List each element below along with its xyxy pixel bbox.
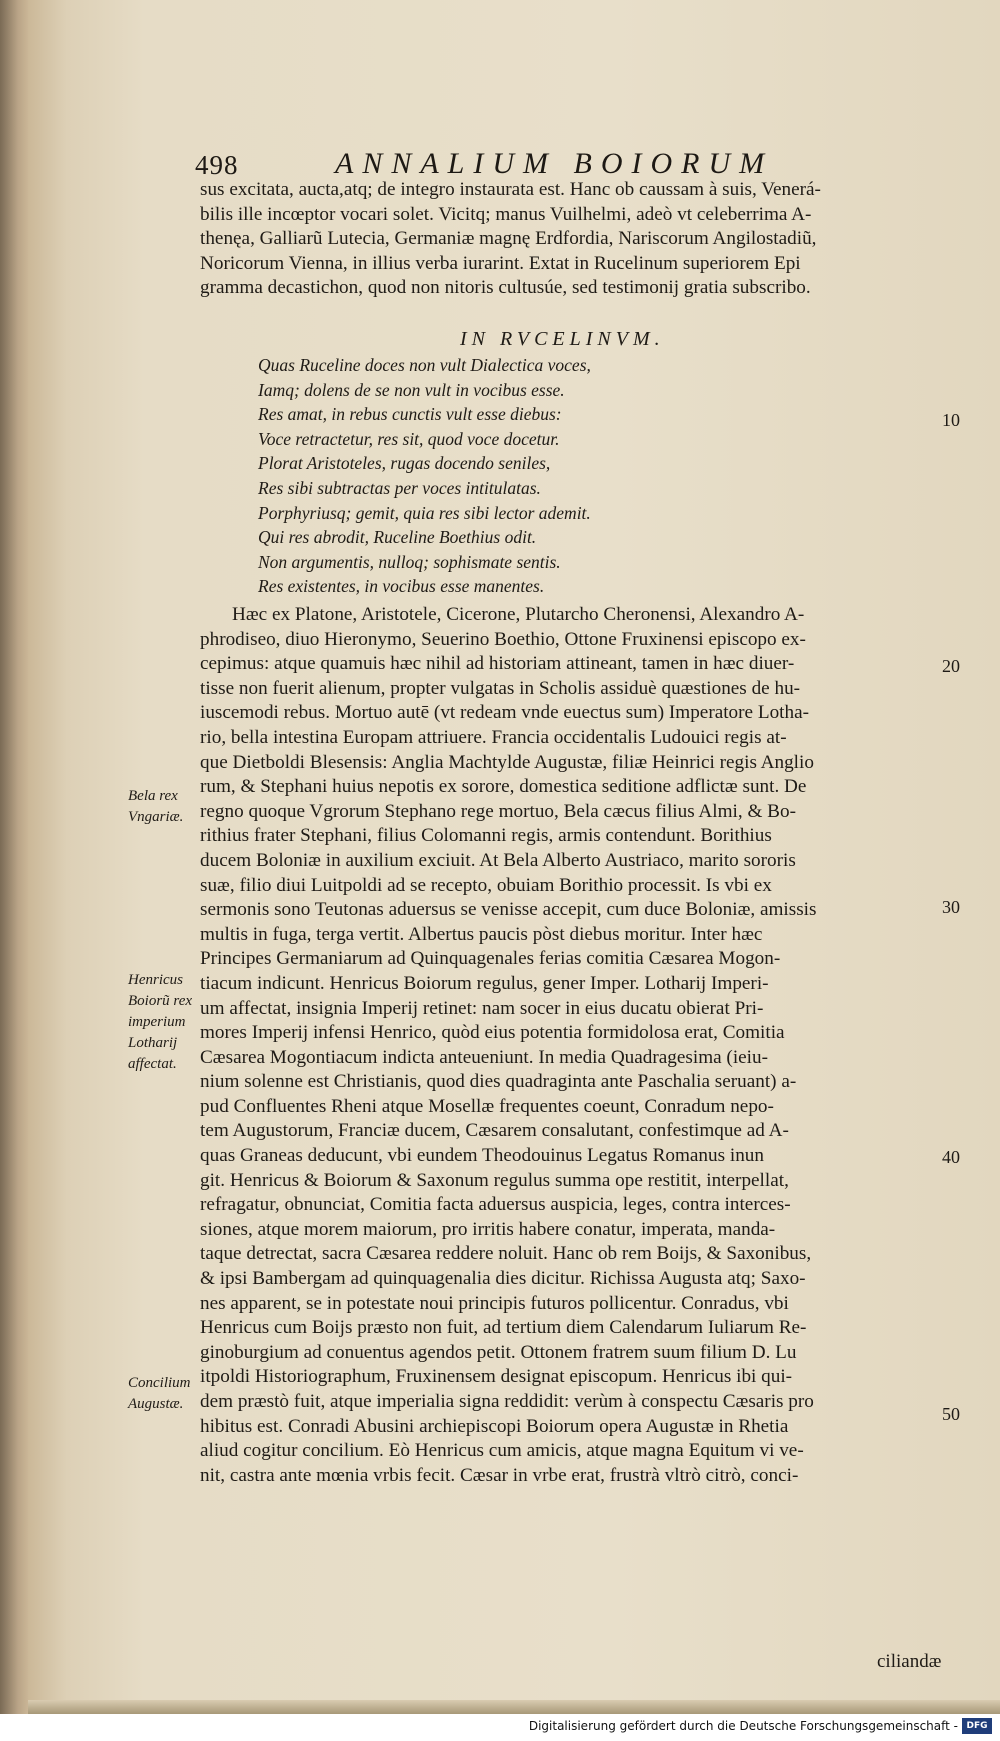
running-title: ANNALIUM BOIORUM	[335, 147, 774, 180]
poem-verse: Quas Ruceline doces non vult Dialectica voces,	[258, 355, 591, 375]
text-line: bilis ille incœptor vocari solet. Vicitq; manus Vuilhelmi, adeò vt celeberrima A-	[200, 203, 812, 225]
poem-verse: Non argumentis, nulloq; sophismate sentis.	[258, 551, 561, 572]
text-line: nes apparent, se in potestate noui principis futuros pollicentur. Conradus, vbi	[200, 1292, 789, 1314]
text-line: pud Confluentes Rheni atque Mosellæ frequentes coeunt, Conradum nepo-	[200, 1095, 774, 1117]
text-line: iuscemodi rebus. Mortuo autē (vt redeam vnde euectus sum) Imperatore Lotha-	[200, 702, 809, 724]
book-edge	[0, 0, 30, 1741]
text-line: que Dietboldi Blesensis: Anglia Machtylde Augustæ, filiæ Heinrici regis Anglio	[200, 751, 814, 773]
text-line: Cæsarea Mogontiacum indicta anteueniunt. In media Quadragesima (ieiu-	[200, 1046, 768, 1068]
text-line: git. Henricus & Boiorum & Saxonum regulus summa ope restitit, interpellat,	[200, 1169, 789, 1191]
text-line: nit, castra ante mœnia vrbis fecit. Cæsar in vrbe erat, frustrà vltrò citrò, conci-	[200, 1464, 799, 1486]
text-line: ducem Boloniæ in auxilium exciuit. At Bela Alberto Austriaco, marito sororis	[200, 849, 796, 871]
poem-verse: Res amat, in rebus cunctis vult esse diebus:	[258, 404, 562, 425]
margin-note-henricus	[128, 970, 192, 1075]
poem-verse: Plorat Aristoteles, rugas docendo seniles,	[258, 453, 551, 474]
text-line: multis in fuga, terga vertit. Albertus paucis pòst diebus moritur. Inter hæc	[200, 923, 763, 945]
margin-note-line: Boiorũ rex	[128, 993, 193, 1009]
margin-note-line: imperium	[128, 1014, 186, 1030]
paragraph-2	[200, 603, 935, 1488]
line-number-marker: 20	[942, 656, 960, 676]
text-line: aliud cogitur concilium. Eò Henricus cum amicis, atque magna Equitum vi ve-	[200, 1440, 804, 1462]
poem	[258, 353, 778, 599]
text-line: hibitus est. Conradi Abusini archiepiscopi Boiorum opera Augustæ in Rhetia	[200, 1415, 789, 1437]
catchword: ciliandæ	[877, 1651, 942, 1672]
text-line: itpoldi Historiographum, Fruxinensem designat episcopum. Henricus ibi qui-	[200, 1366, 793, 1388]
text-line: cepimus: atque quamuis hæc nihil ad historiam attineant, tamen in hæc diuer-	[200, 653, 795, 675]
text-line: um affectat, insignia Imperij retinet: nam socer in eius ducatu obierat Pri-	[200, 997, 764, 1019]
text-line: taque detrectat, sacra Cæsarea reddere noluit. Hanc ob rem Boijs, & Saxonibus,	[200, 1243, 812, 1265]
text-line: mores Imperij infensi Henrico, quòd eius potentia formidolosa erat, Comitia	[200, 1022, 785, 1044]
margin-note-line: Augustæ.	[128, 1396, 184, 1412]
line-number-marker: 30	[942, 897, 960, 917]
footer-credit: Digitalisierung gefördert durch die Deutsche Forschungsgemeinschaft -	[528, 1719, 958, 1733]
margin-note-line: Bela rex	[128, 788, 178, 804]
poem-verse: Res existentes, in vocibus esse manentes.	[258, 576, 545, 597]
margin-note-line: affectat.	[128, 1056, 177, 1072]
poem-title: IN RVCELINVM.	[460, 328, 665, 350]
text-line: Henricus cum Boijs præsto non fuit, ad tertium diem Calendarum Iuliarum Re-	[200, 1317, 807, 1339]
text-line: Principes Germaniarum ad Quinquagenales ferias comitia Cæsarea Mogon-	[200, 948, 781, 970]
text-line: nium solenne est Christianis, quod dies quadraginta ante Paschalia seruant) a-	[200, 1071, 797, 1093]
text-line: rum, & Stephani huius nepotis ex sorore, domestica seditione adflictæ sunt. De	[200, 776, 807, 798]
line-number-marker: 10	[942, 410, 960, 430]
text-line: gramma decastichon, quod non nitoris cultusúe, sed testimonij gratia subscribo.	[200, 277, 811, 299]
margin-note-bela	[128, 786, 183, 828]
poem-verse: Res sibi subtractas per voces intitulatas.	[258, 477, 541, 498]
paragraph-1	[200, 178, 935, 301]
text-line: thenęa, Galliarũ Lutecia, Germaniæ magnę Erdfordia, Nariscorum Angilostadiũ,	[200, 228, 817, 250]
text-line: Hæc ex Platone, Aristotele, Cicerone, Plutarcho Cheronensi, Alexandro A-	[232, 604, 805, 625]
margin-note-line: Lotharij	[128, 1035, 178, 1051]
text-line: phrodiseo, diuo Hieronymo, Seuerino Boethio, Ottone Fruxinensi episcopo ex-	[200, 628, 806, 650]
line-number-marker: 40	[942, 1147, 960, 1167]
poem-verse: Voce retractetur, res sit, quod voce docetur.	[258, 428, 560, 449]
margin-note-concilium	[128, 1373, 191, 1415]
text-line: sermonis sono Teutonas aduersus se venisse accepit, cum duce Boloniæ, amissis	[200, 899, 817, 921]
text-line: siones, atque morem maiorum, pro irritis habere conatur, imperata, manda-	[200, 1218, 776, 1240]
text-line: refragatur, obnunciat, Comitia facta aduersus auspicia, leges, contra interces-	[200, 1194, 791, 1216]
page-bottom-edge	[28, 1700, 1000, 1714]
margin-note-line: Henricus	[128, 972, 183, 988]
poem-verse: Porphyriusq; gemit, quia res sibi lector ademit.	[258, 502, 591, 523]
margin-note-line: Vngariæ.	[128, 809, 184, 825]
text-line: regno quoque Vgrorum Stephano rege mortuo, Bela cæcus filius Almi, & Bo-	[200, 800, 796, 822]
text-line: quas Graneas deducunt, vbi eundem Theodouinus Legatus Romanus inun	[200, 1145, 764, 1167]
text-line: rithius frater Stephani, filius Colomanni regis, armis contendunt. Borithius	[200, 825, 772, 847]
dfg-logo: DFG	[962, 1718, 992, 1734]
poem-verse: Qui res abrodit, Ruceline Boethius odit.	[258, 527, 537, 548]
page-header	[195, 142, 965, 182]
text-line: ginoburgium ad conuentus agendos petit. Ottonem fratrem suum filium D. Lu	[200, 1341, 797, 1363]
line-number-marker: 50	[942, 1404, 960, 1424]
text-line: dem præstò fuit, atque imperialia signa reddidit: verùm à conspectu Cæsaris pro	[200, 1391, 814, 1412]
text-line: Noricorum Vienna, in illius verba iurarint. Extat in Rucelinum superiorem Epi	[200, 252, 801, 274]
text-line: & ipsi Bambergam ad quinquagenalia dies dicitur. Richissa Augusta atq; Saxo-	[200, 1268, 806, 1290]
poem-verse: Iamq; dolens de se non vult in vocibus esse.	[258, 379, 565, 400]
page-number: 498	[195, 150, 239, 180]
text-line: tisse non fuerit alienum, propter vulgatas in Scholis assiduè quæstiones de hu-	[200, 677, 801, 699]
text-line: suæ, filio diui Luitpoldi ad se recepto, obuiam Borithio processit. Is vbi ex	[200, 874, 772, 896]
text-line: rio, bella intestina Europam attriuere. Francia occidentalis Ludouici regis at-	[200, 726, 787, 748]
text-line: tem Augustorum, Franciæ ducem, Cæsarem consalutant, confestimque ad A-	[200, 1120, 789, 1142]
margin-note-line: Concilium	[128, 1375, 191, 1391]
text-line: sus excitata, aucta,atq; de integro instaurata est. Hanc ob caussam à suis, Venerá-	[200, 179, 821, 200]
text-line: tiacum indicunt. Henricus Boiorum regulus, gener Imper. Lotharij Imperi-	[200, 972, 769, 994]
